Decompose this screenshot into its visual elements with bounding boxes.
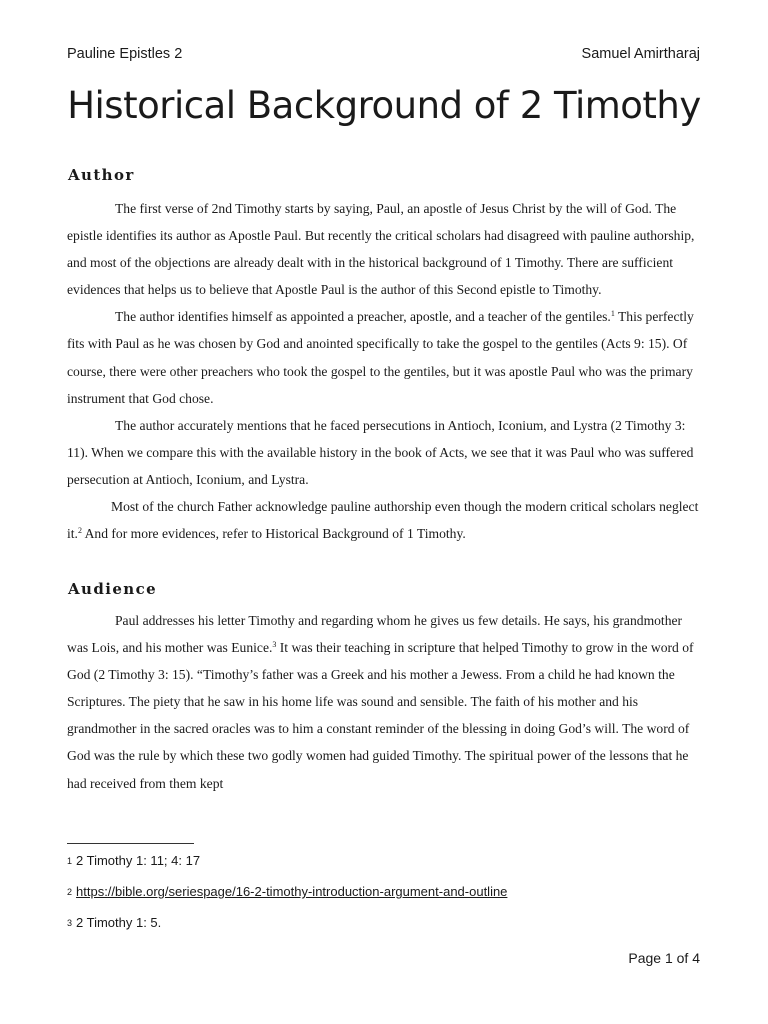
- section-heading-author: Author: [68, 166, 135, 184]
- footnote-ref-1: 1: [610, 309, 615, 319]
- author-section-body: [67, 195, 701, 547]
- footnote-ref-2: 2: [77, 526, 82, 536]
- audience-paragraph-1: Paul addresses his letter Timothy and regarding whom he gives us few details. He says, his grandmother was Lois, and his mother was Eunice.$^3$ It was their teaching in scripture that helped Timothy to grow in the word of God (2 Timothy 3: 15). “Timothy’s father was a Greek and his mother a Jewess. From a child he had known the Scriptures. The piety that he saw in his home life was sound and sensible. The faith of his mother and his grandmother in the sacred oracles was to him a constant reminder of the blessing in doing God’s will. The word of God was the rule by which these two godly women had guided Timothy. The spiritual power of the lessons that he had received from them kept: [67, 613, 694, 791]
- running-header-right: Samuel Amirtharaj: [581, 46, 700, 62]
- audience-section-body: [67, 607, 701, 797]
- section-heading-audience: Audience: [68, 580, 158, 598]
- author-paragraph-2: The author identifies himself as appointed a preacher, apostle, and a teacher of the gentiles.$^1$ This perfectly fits with Paul as he was chosen by God and anointed specifically to take the gospel to the gentiles (Acts 9: 15). Of course, there were other preachers who took the gospel to the gentiles, but it was apostle Paul who was the primary instrument that God chose.: [67, 309, 694, 406]
- footnote-2: 2 https://bible.org/seriespage/16-2-timothy-introduction-argument-and-outline: [67, 884, 508, 899]
- footnote-2-link[interactable]: https://bible.org/seriespage/16-2-timothy-introduction-argument-and-outline: [76, 884, 508, 899]
- author-paragraph-3: The author accurately mentions that he faced persecutions in Antioch, Iconium, and Lystra (2 Timothy 3: 11). When we compare this with the available history in the book of Acts, we see that it was Paul who was suffered persecution at Antioch, Iconium, and Lystra.: [67, 417, 694, 487]
- footnote-ref-3: 3: [272, 640, 277, 650]
- footnote-divider: [67, 843, 194, 844]
- page-number: Page 1 of 4: [628, 950, 700, 966]
- author-paragraph-1: The first verse of 2nd Timothy starts by saying, Paul, an apostle of Jesus Christ by the will of God. The epistle identifies its author as Apostle Paul. But recently the critical scholars had disagreed with pauline authorship, and most of the objections are already dealt with in the historical background of 1 Timothy. There are sufficient evidences that helps us to believe that Apostle Paul is the author of this Second epistle to Timothy.: [67, 201, 695, 298]
- author-paragraph-4: Most of the church Father acknowledge pauline authorship even though the modern critical scholars neglect it.$^2$ And for more evidences, refer to Historical Background of 1 Timothy.: [67, 499, 699, 542]
- page-title: Historical Background of 2 Timothy: [67, 84, 701, 127]
- footnote-3: 3 2 Timothy 1: 5.: [67, 915, 162, 930]
- running-header-left: Pauline Epistles 2: [67, 46, 183, 62]
- footnote-1: 1 2 Timothy 1: 11; 4: 17: [67, 853, 201, 868]
